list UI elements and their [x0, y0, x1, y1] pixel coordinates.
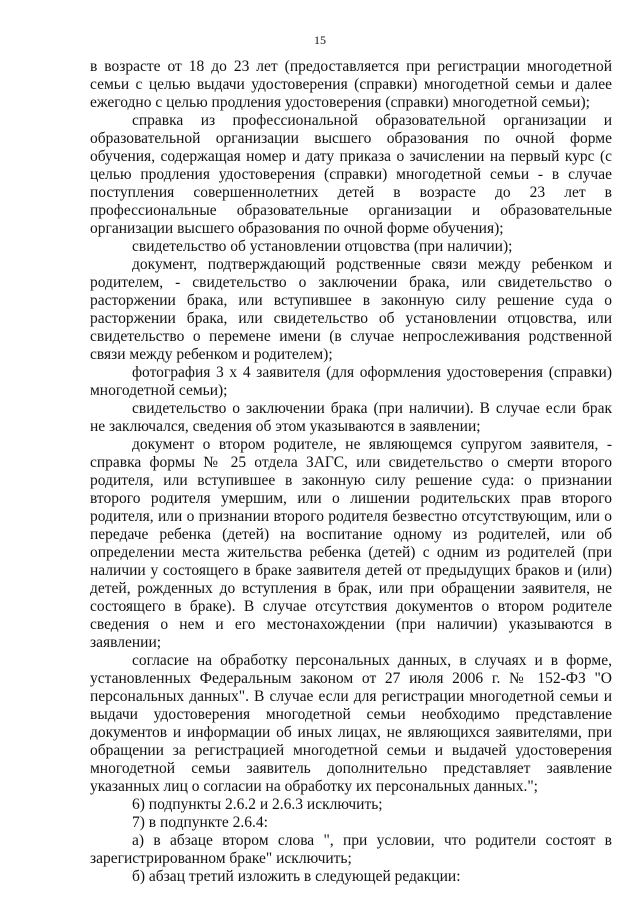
paragraph-marriage-certificate: свидетельство о заключении брака (при наличии). В случае если брак не заключался, сведения об этом указываются в заявлении;	[90, 400, 612, 435]
paragraph-age-18-23: в возрасте от 18 до 23 лет (предоставляется при регистрации многодетной семьи с целью выдачи удостоверения (справки) многодетной семьи и далее ежегодно с целью продления удостоверения (справки) многодетной семьи);	[90, 58, 612, 111]
paragraph-kinship-document: документ, подтверждающий родственные связи между ребенком и родителем, - свидетельство о заключении брака, или свидетельство о расторжении брака, или вступившее в законную силу решение суда о расторжении брака, или свидетельство об установлении отцовства, или свидетельство о перемене имени (в случае непрослеживания родственной связи между ребенком и родителем);	[90, 256, 612, 363]
paragraph-personal-data-consent: согласие на обработку персональных данных, в случаях и в форме, установленных Федеральным законом от 27 июля 2006 г. № 152-ФЗ "О персональных данных". В случае если для регистрации многодетной семьи и выдачи удостоверения многодетной семьи необходимо представление документов и информации об иных лицах, не являющихся заявителями, при обращении за регистрацией многодетной семьи и выдачей удостоверения многодетной семьи заявитель дополнительно представляет заявление указанных лиц о согласии на обработку их персональных данных.";	[90, 652, 612, 795]
page-number: 15	[314, 33, 326, 47]
paragraph-paternity-certificate: свидетельство об установлении отцовства (при наличии);	[132, 238, 513, 255]
paragraph-item-6: 6) подпункты 2.6.2 и 2.6.3 исключить;	[132, 796, 383, 813]
paragraph-education-certificate: справка из профессиональной образовательной организации и образовательной организации высшего образования по очной форме обучения, содержащая номер и дату приказа о зачислении на первый курс (с целью продления удостоверения (справки) многодетной семьи - в случае поступления совершеннолетних детей в возрасте до 23 лет в профессиональные образовательные организации и образовательные организации высшего образования по очной форме обучения);	[90, 112, 612, 237]
paragraph-photo: фотография 3 x 4 заявителя (для оформления удостоверения (справки) многодетной семьи);	[90, 364, 612, 399]
paragraph-item-7b: б) абзац третий изложить в следующей редакции:	[132, 868, 461, 885]
paragraph-item-7: 7) в подпункте 2.6.4:	[132, 814, 268, 831]
document-body	[90, 58, 612, 886]
paragraph-item-7a: а) в абзаце втором слова ", при условии, что родители состоят в зарегистрированном браке" исключить;	[90, 832, 612, 867]
paragraph-second-parent-document: документ о втором родителе, не являющемся супругом заявителя, - справка формы № 25 отдела ЗАГС, или свидетельство о смерти второго родителя, или вступившее в законную силу решение суда: о признании второго родителя умершим, или о лишении родительских прав второго родителя, или о признании второго родителя безвестно отсутствующим, или о передаче ребенка (детей) на воспитание одному из родителей, или об определении места жительства ребенка (детей) с одним из родителей (при наличии у состоящего в браке заявителя детей от предыдущих браков и (или) детей, рожденных до вступления в брак, или при обращении заявителя, не состоящего в браке). В случае отсутствия документов о втором родителе сведения о нем и его местонахождении (при наличии) указываются в заявлении;	[90, 436, 612, 651]
